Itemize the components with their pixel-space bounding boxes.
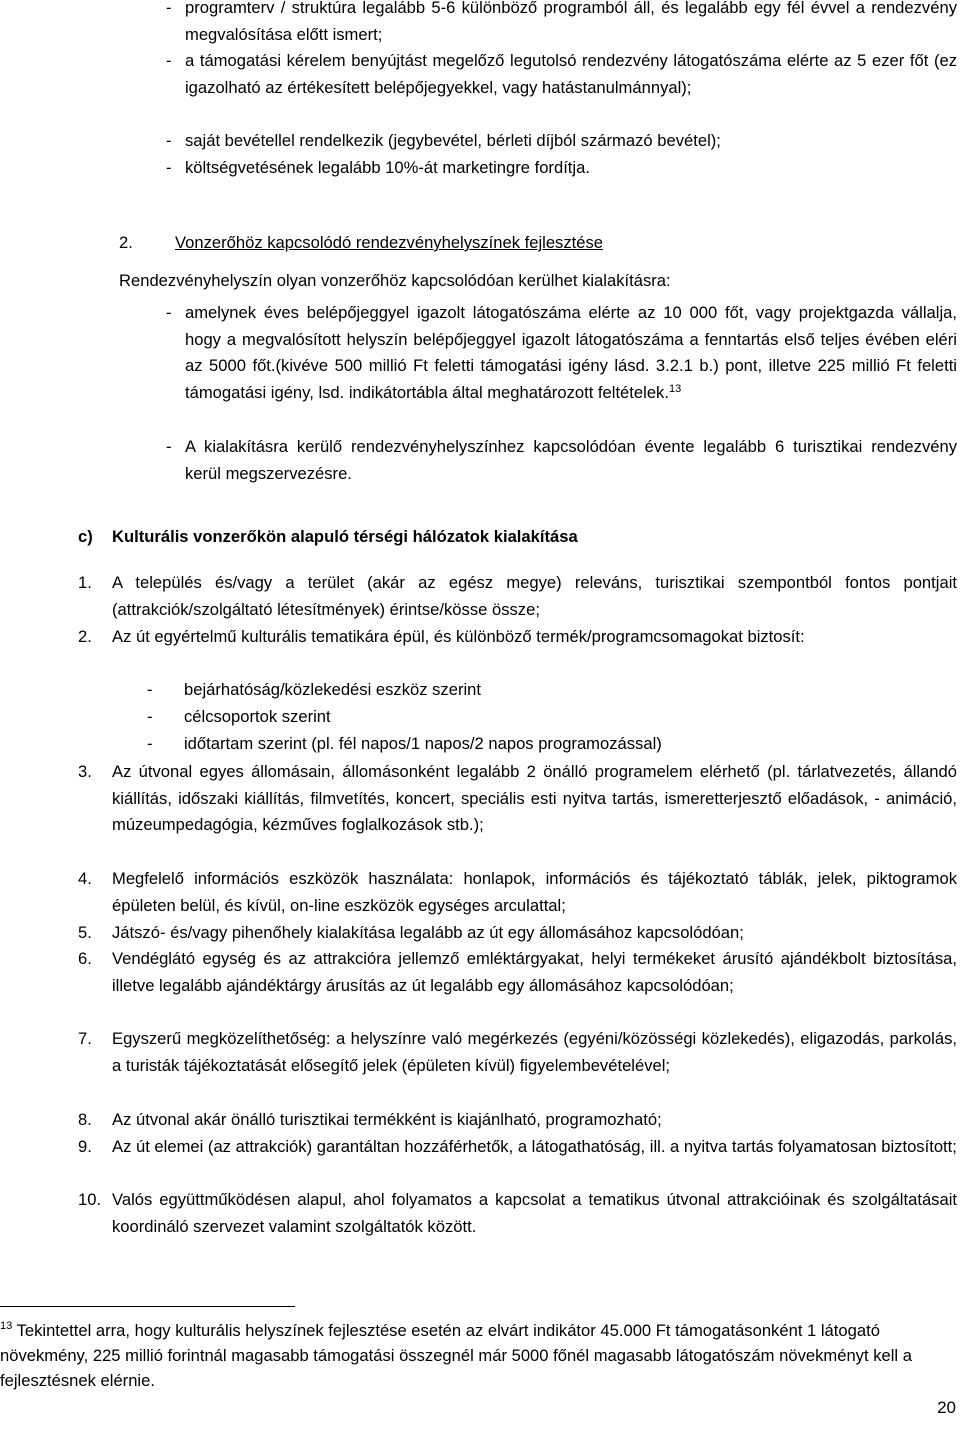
item-number: 8.: [78, 1110, 92, 1129]
numbered-item: [78, 624, 957, 651]
list-item: [166, 48, 957, 101]
sub-list-item: [147, 704, 331, 731]
sub-item-text: célcsoportok szerint: [184, 707, 331, 726]
list-item: [166, 155, 957, 182]
item-text: Az út egyértelmű kulturális tematikára épül, és különböző termék/programcsomagokat biztosít:: [112, 627, 805, 646]
list-dash: -: [166, 303, 172, 322]
numbered-item: [78, 1026, 957, 1079]
list-item-text: amelynek éves belépőjeggyel igazolt látogatószáma elérte az 10 000 főt, vagy projektgazda vállalja, hogy a megvalósított helyszín belépőjeggyel igazolt látogatószáma a fenntartás első teljes évében eléri az 5000 főt.(kivéve 500 millió Ft feletti támogatási igény lásd. 3.2.1 b.) pont, illetve 225 millió Ft feletti támogatási igény, lsd. indikátortábla által meghatározott feltételek.: [185, 303, 957, 402]
list-item-text: A kialakításra kerülő rendezvényhelyszínhez kapcsolódóan évente legalább 6 turisztikai rendezvény kerül megszervezésre.: [185, 437, 957, 483]
footnote-number: 13: [0, 1320, 13, 1332]
footnote-text: Tekintettel arra, hogy kulturális helyszínek fejlesztése esetén az elvárt indikátor 45.000 Ft támogatásonként 1 látogató növekmény, 225 millió forintnál magasabb támogatási összegnél már 5000 főnél magasabb látogatószám növekményt kell a fejlesztésnek elérnie.: [0, 1321, 912, 1390]
section-number: 2.: [119, 233, 133, 252]
item-text: Egyszerű megközelíthetőség: a helyszínre való megérkezés (egyéni/közösségi közlekedés), eligazodás, parkolás, a turisták tájékoztatását elősegítő jelek (épületen kívül) figyelembevételével;: [112, 1029, 957, 1075]
numbered-item: [78, 866, 957, 919]
sub-list-item: [147, 731, 662, 758]
item-text: Megfelelő információs eszközök használata: honlapok, információs és tájékoztató táblák, jelek, piktogramok épületen belül, és kívül, on-line eszközök egységes arculattal;: [112, 869, 957, 915]
item-number: 3.: [78, 762, 92, 781]
item-text: Az útvonal akár önálló turisztikai termékként is kiajánlható, programozható;: [112, 1110, 662, 1129]
list-dash: -: [147, 680, 153, 699]
list-dash: -: [166, 437, 172, 456]
numbered-item: [78, 759, 957, 839]
numbered-item: [78, 570, 957, 623]
list-item: [166, 434, 957, 487]
numbered-item: [78, 1107, 957, 1134]
sub-list-item: [147, 677, 482, 704]
list-item-text: programterv / struktúra legalább 5-6 különböző programból áll, és legalább egy fél évvel a rendezvény megvalósítása előtt ismert;: [185, 0, 957, 44]
item-number: 7.: [78, 1029, 92, 1048]
numbered-item: [78, 920, 957, 947]
subsection-label: c): [78, 527, 93, 546]
item-number: 6.: [78, 949, 92, 968]
footnote-separator: [0, 1306, 295, 1307]
footnote-reference[interactable]: 13: [668, 382, 682, 395]
item-text: Vendéglátó egység és az attrakcióra jellemző emléktárgyakat, helyi termékeket árusító ajándékbolt biztosítása, illetve legalább ajándéktárgy árusítás az út legalább egy állomásához kapcsolódóan;: [112, 949, 957, 995]
item-number: 2.: [78, 627, 92, 646]
numbered-item: [78, 946, 957, 999]
item-text: Játszó- és/vagy pihenőhely kialakítása legalább az út egy állomásához kapcsolódóan;: [112, 923, 744, 942]
list-dash: -: [147, 707, 153, 726]
list-dash: -: [166, 0, 172, 17]
item-number: 4.: [78, 869, 92, 888]
list-item: [166, 128, 957, 155]
numbered-item: [78, 1187, 957, 1240]
list-item-text: saját bevétellel rendelkezik (jegybevétel, bérleti díjból származó bevétel);: [185, 131, 721, 150]
list-dash: -: [166, 158, 172, 177]
list-item: [166, 300, 957, 406]
item-text: Az útvonal egyes állomásain, állomásonként legalább 2 önálló programelem elérhető (pl. tárlatvezetés, állandó kiállítás, időszaki kiállítás, filmvetítés, koncert, speciális esti nyitva tartás, ismeretterjesztő előadások, - animáció, múzeumpedagógia, kézműves foglalkozások stb.);: [112, 762, 957, 835]
subsection-title: Kulturális vonzerőkön alapuló térségi hálózatok kialakítása: [112, 527, 578, 546]
numbered-item: [78, 1134, 957, 1161]
page-number: 20: [937, 1398, 956, 1417]
list-item-text: a támogatási kérelem benyújtást megelőző legutolsó rendezvény látogatószáma elérte az 5 ezer főt (ez igazolható az értékesített belépőjegyekkel, vagy hatástanulmánnyal);: [185, 51, 957, 97]
list-dash: -: [166, 131, 172, 150]
list-item-text: költségvetésének legalább 10%-át marketingre fordítja.: [185, 158, 590, 177]
list-dash: -: [166, 51, 172, 70]
item-number: 5.: [78, 923, 92, 942]
sub-item-text: időtartam szerint (pl. fél napos/1 napos/2 napos programozással): [184, 734, 662, 753]
list-item: [166, 0, 957, 48]
list-dash: -: [147, 734, 153, 753]
section-title: Vonzerőhöz kapcsolódó rendezvényhelyszínek fejlesztése: [175, 233, 604, 252]
item-number: 1.: [78, 573, 92, 592]
item-number: 9.: [78, 1137, 92, 1156]
item-text: A település és/vagy a terület (akár az egész megye) releváns, turisztikai szempontból fontos pontjait (attrakciók/szolgáltató létesítmények) érintse/kösse össze;: [112, 573, 957, 619]
item-text: Az út elemei (az attrakciók) garantáltan hozzáférhetők, a látogathatóság, ill. a nyitva tartás folyamatosan biztosított;: [112, 1137, 957, 1156]
item-number: 10.: [78, 1190, 102, 1209]
footnote: [0, 1318, 930, 1393]
section-intro: Rendezvényhelyszín olyan vonzerőhöz kapcsolódóan kerülhet kialakításra:: [119, 271, 671, 290]
item-text: Valós együttműködésen alapul, ahol folyamatos a kapcsolat a tematikus útvonal attrakcióinak és szolgáltatásait koordináló szervezet valamint szolgáltatók között.: [112, 1190, 957, 1236]
sub-item-text: bejárhatóság/közlekedési eszköz szerint: [184, 680, 482, 699]
